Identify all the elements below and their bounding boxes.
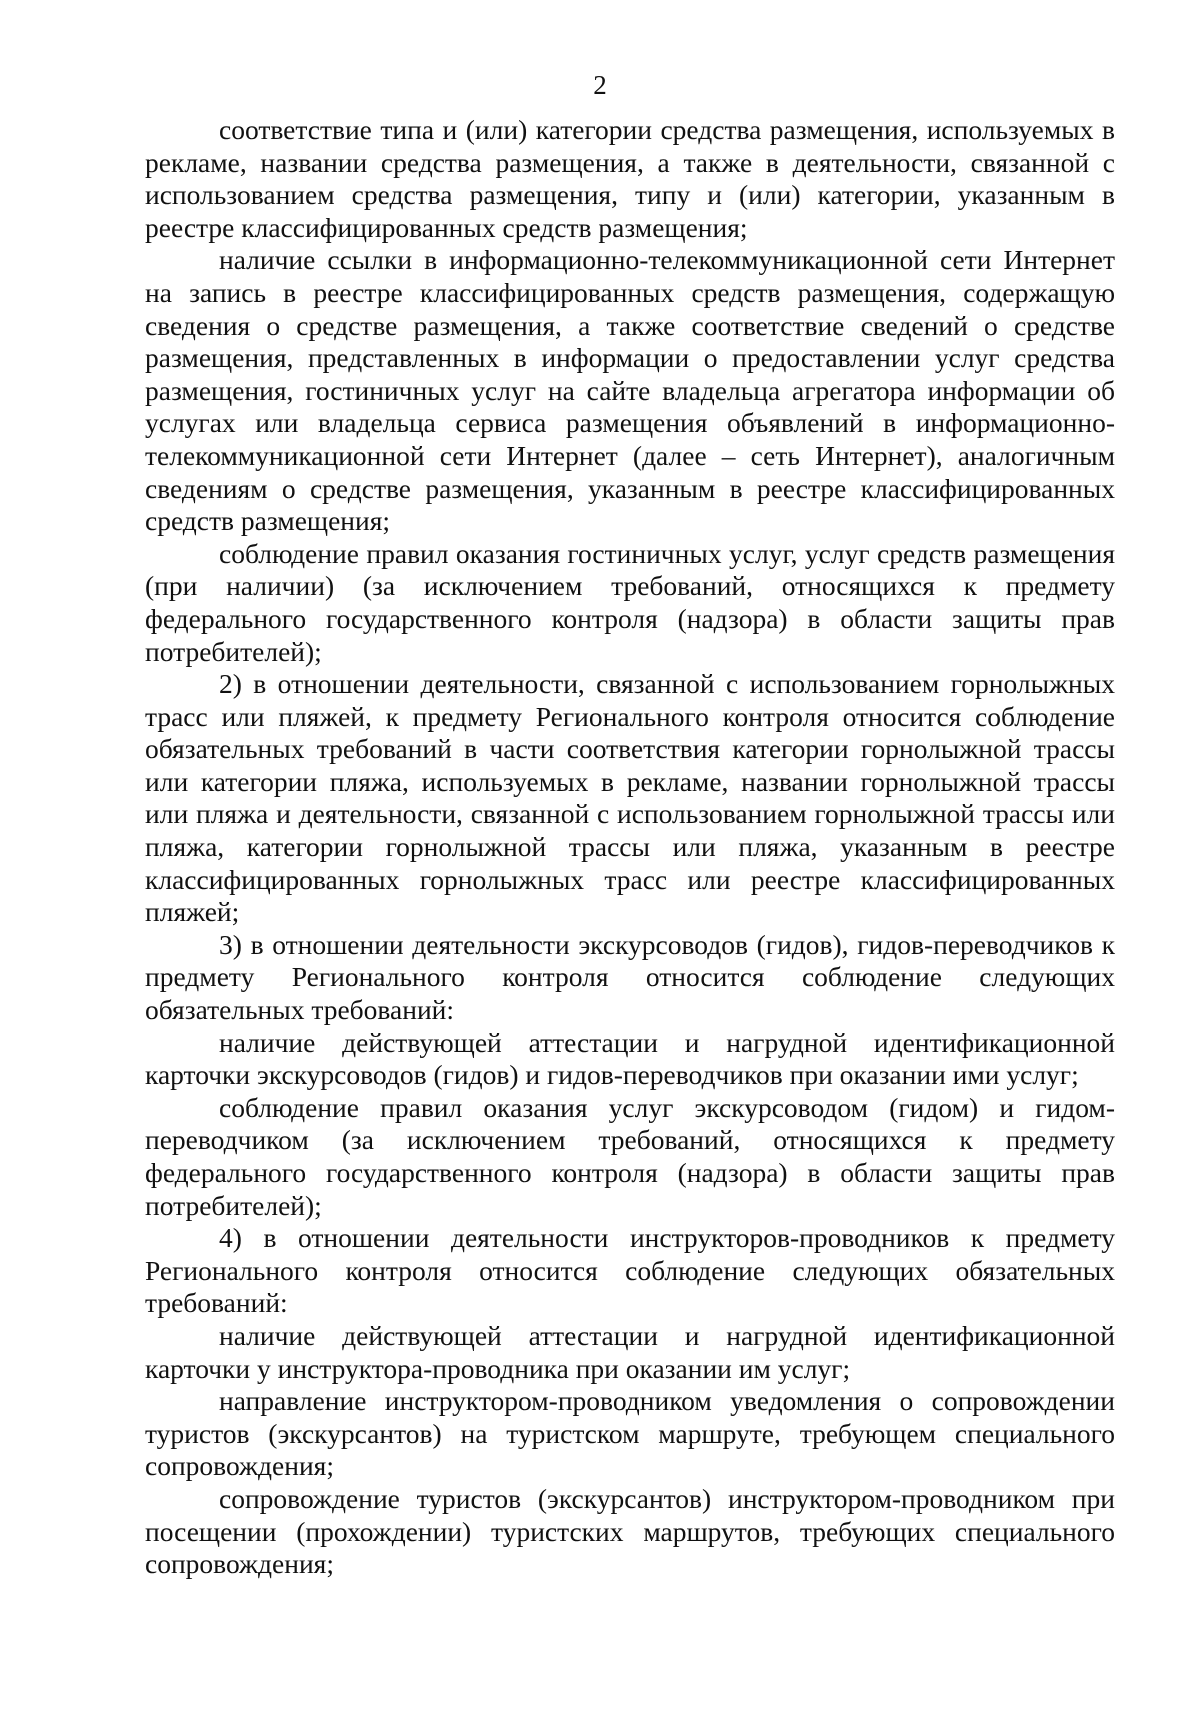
paragraph-accommodation-type-compliance: соответствие типа и (или) категории средства размещения, используемых в рекламе, названии средства размещения, а также в деятельности, связанной с использованием средства размещения, типу и (или) категории, указанным в реестре классифицированных средств размещения; bbox=[145, 114, 1115, 243]
page-number: 2 bbox=[593, 70, 607, 100]
paragraph-guides-certification: наличие действующей аттестации и нагрудной идентификационной карточки экскурсоводов (гидов) и гидов-переводчиков при оказании ими услуг; bbox=[145, 1026, 1115, 1091]
paragraph-instructors-notification: направление инструктором-проводником уведомления о сопровождении туристов (экскурсантов) на туристском маршруте, требующем специального сопровождения; bbox=[145, 1385, 1115, 1482]
document-body bbox=[145, 114, 1115, 1581]
paragraph-internet-registry-link: наличие ссылки в информационно-телекоммуникационной сети Интернет на запись в реестре классифицированных средств размещения, содержащую сведения о средстве размещения, а также соответствие сведений о средстве размещения, представленных в информации о предоставлении услуг средства размещения, гостиничных услуг на сайте владельца агрегатора информации об услугах или владельца сервиса размещения объявлений в информационно-телекоммуникационной сети Интернет (далее – сеть Интернет), аналогичным сведениям о средстве размещения, указанным в реестре классифицированных средств размещения; bbox=[145, 244, 1115, 537]
paragraph-instructors-intro: 4) в отношении деятельности инструкторов-проводников к предмету Регионального контроля относится соблюдение следующих обязательных требований: bbox=[145, 1222, 1115, 1319]
paragraph-guides-intro: 3) в отношении деятельности экскурсоводов (гидов), гидов-переводчиков к предмету Регионального контроля относится соблюдение следующих обязательных требований: bbox=[145, 928, 1115, 1026]
paragraph-ski-slopes-beaches: 2) в отношении деятельности, связанной с использованием горнолыжных трасс или пляжей, к предмету Регионального контроля относится соблюдение обязательных требований в части соответствия категории горнолыжной трассы или категории пляжа, используемых в рекламе, названии горнолыжной трассы или пляжа и деятельности, связанной с использованием горнолыжной трассы или пляжа, категории горнолыжной трассы или пляжа, указанным в реестре классифицированных горнолыжных трасс или реестре классифицированных пляжей; bbox=[145, 668, 1115, 928]
paragraph-instructors-escort: сопровождение туристов (экскурсантов) инструктором-проводником при посещении (прохождении) туристских маршрутов, требующих специального сопровождения; bbox=[145, 1482, 1115, 1580]
paragraph-guides-service-rules: соблюдение правил оказания услуг экскурсоводом (гидом) и гидом-переводчиком (за исключением требований, относящихся к предмету федерального государственного контроля (надзора) в области защиты прав потребителей); bbox=[145, 1091, 1115, 1221]
paragraph-hotel-service-rules: соблюдение правил оказания гостиничных услуг, услуг средств размещения (при наличии) (за исключением требований, относящихся к предмету федерального государственного контроля (надзора) в области защиты прав потребителей); bbox=[145, 537, 1115, 667]
paragraph-instructors-certification: наличие действующей аттестации и нагрудной идентификационной карточки у инструктора-проводника при оказании им услуг; bbox=[145, 1319, 1115, 1384]
